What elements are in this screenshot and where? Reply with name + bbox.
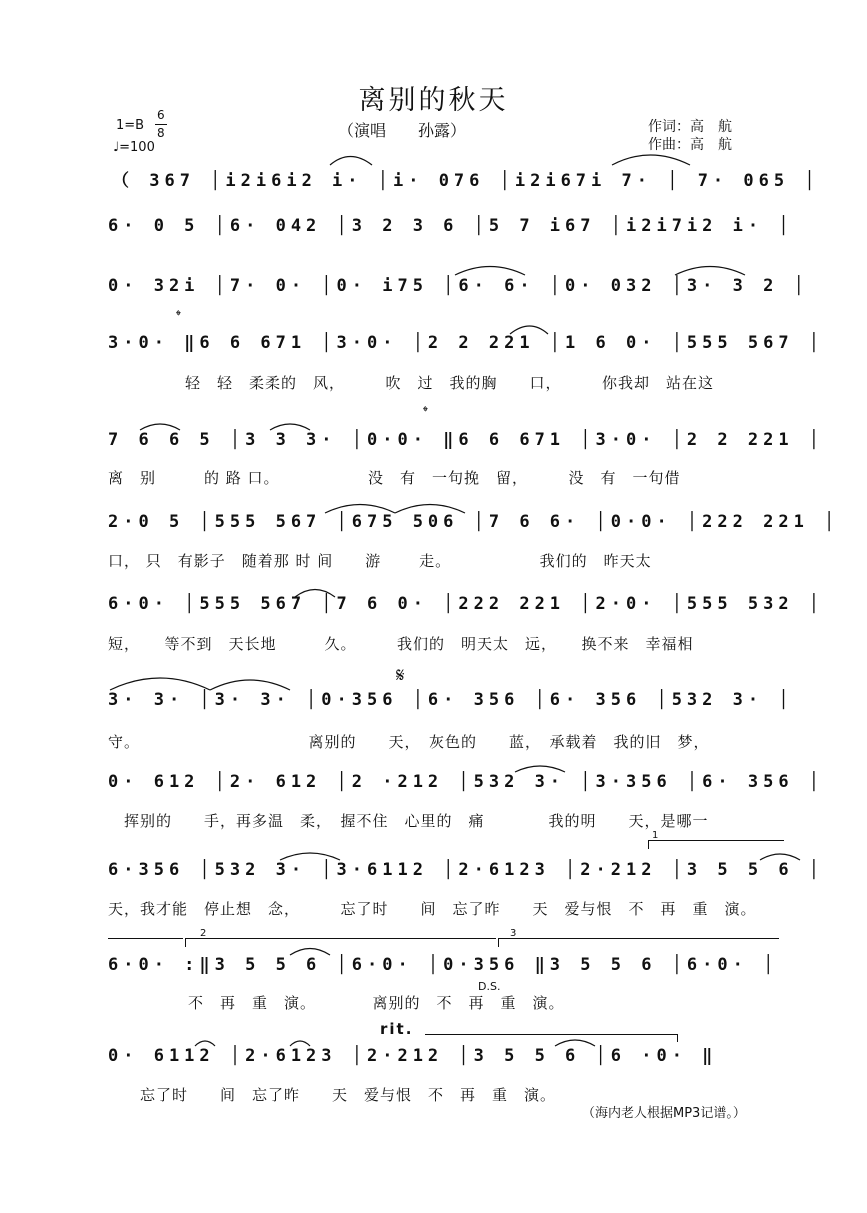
notation-row-2: 6· 0 5 │6· 042 │3 2 3 6 │5 7 i67 │i2i7i2 i· │	[108, 216, 794, 236]
slur	[210, 680, 290, 690]
slur	[515, 766, 565, 772]
key-signature: 1=B	[116, 118, 145, 133]
notation-row-11: 6·0· :‖3 5 5 6 │6·0· │0·356 ‖3 5 5 6 │6·0· │	[108, 955, 779, 975]
slur	[612, 155, 690, 165]
notation-row-3: 0· 32i │7· 0· │0· i75 │6· 6· │0· 032 │3· 3 2 │	[108, 276, 809, 296]
time-signature-bottom: 8	[157, 126, 165, 140]
slur	[760, 854, 800, 860]
volta-1-label: 1	[652, 830, 659, 841]
notation-row-10: 6·356 │532 3· │3·6112 │2·6123 │2·212 │3 5 5 6 │	[108, 860, 825, 880]
performer: （演唱 孙露）	[338, 121, 467, 140]
lyrics-row-6: 口， 只 有影子 随着那 时 间 游 走。 我们的 昨天太	[108, 552, 652, 570]
notation-row-9: 0· 612 │2· 612 │2 ·212 │532 3· │3·356 │6· 356 │	[108, 772, 825, 792]
notation-row-5: 7 6 6 5 │3 3 3· │0·0· ‖6 6 671 │3·0· │2 2 221 │	[108, 430, 825, 450]
notation-row-8: 3· 3· │3· 3· │0·356 │6· 356 │6· 356 │532 3· │	[108, 690, 794, 710]
volta-3-label: 3	[510, 928, 517, 939]
slur	[290, 949, 330, 956]
notation-row-4: 3·0· ‖6 6 671 │3·0· │2 2 221 │1 6 0· │555 567 │	[108, 333, 825, 353]
ritardando-marking: rit.	[380, 1020, 414, 1038]
lyrics-row-4: 轻 轻 柔柔的 风， 吹 过 我的胸 口， 你我却 站在这	[185, 374, 715, 392]
lyrics-row-12: 忘了时 间 忘了昨 天 爱与恨 不 再 重 演。	[108, 1086, 557, 1104]
notation-row-7: 6·0· │555 567 │7 6 0· │222 221 │2·0· │555 532 │	[108, 594, 825, 614]
notation-row-1: （ 367 │i2i6i2 i· │i· 076 │i2i67i 7· │ 7· 065 │	[112, 171, 820, 191]
slur	[270, 424, 310, 430]
slur	[290, 1041, 310, 1046]
composer: 作曲：高 航	[648, 137, 732, 153]
lyrics-row-7: 短， 等不到 天长地 久。 我们的 明天太 远， 换不来 幸福相	[108, 635, 694, 653]
slur	[675, 267, 745, 276]
song-title: 离别的秋天	[358, 85, 509, 116]
slur	[140, 424, 180, 430]
slur	[295, 590, 335, 598]
slur	[195, 1041, 215, 1046]
slur	[510, 326, 548, 334]
slur	[110, 678, 210, 690]
slur	[280, 853, 340, 860]
notation-row-6: 2·0 5 │555 567 │675 506 │7 6 6· │0·0· │222 221 │	[108, 512, 840, 532]
footnote: （海内老人根据MP3记谱。）	[582, 1106, 746, 1121]
slur	[325, 505, 395, 514]
lyrics-row-9: 挥别的 手，再多温 柔， 握不住 心里的 痛 我的明 天，是哪一	[108, 812, 709, 830]
lyrics-row-10: 天，我才能 停止想 念， 忘了时 间 忘了昨 天 爱与恨 不 再 重 演。	[108, 900, 757, 918]
notation-row-12: 0· 6112 │2·6123 │2·212 │3 5 5 6 │6 ·0· ‖	[108, 1046, 718, 1066]
slur	[330, 157, 372, 166]
ds-marking: D.S.	[478, 980, 501, 993]
volta-2-label: 2	[200, 928, 207, 939]
lyrics-row-11: 不 再 重 演。 离别的 不 再 重 演。	[108, 994, 565, 1012]
lyricist: 作词：高 航	[648, 119, 732, 135]
lyrics-row-8: 守。 离别的 天， 灰色的 蓝， 承载着 我的旧 梦，	[108, 733, 710, 751]
slur	[555, 1040, 595, 1046]
slur	[455, 267, 525, 276]
slur	[395, 505, 465, 514]
time-signature-top: 6	[157, 108, 165, 122]
coda-sign-2: 𝄌	[423, 404, 428, 420]
segno-sign: 𝄋	[396, 663, 405, 687]
tempo-marking: ♩=100	[113, 140, 155, 155]
lyrics-row-5: 离 别 的 路 口。 没 有 一句挽 留， 没 有 一句借	[108, 469, 681, 487]
coda-sign-1: 𝄌	[176, 308, 181, 324]
